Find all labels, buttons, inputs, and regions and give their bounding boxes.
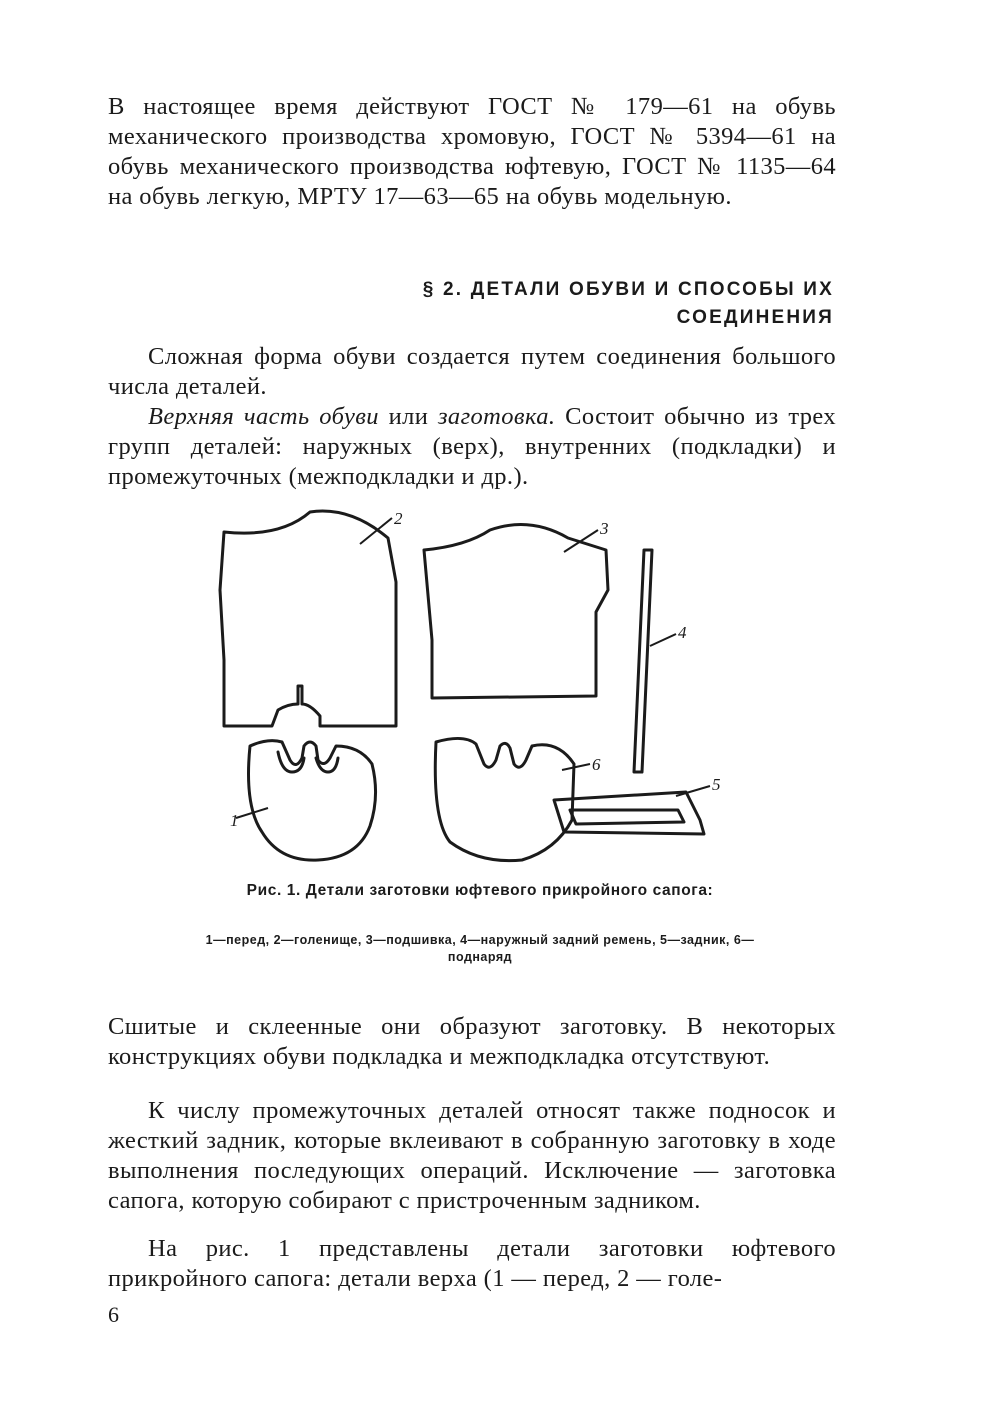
- term-upper-part: Верхняя часть обуви: [148, 403, 379, 430]
- boot-parts-drawing: [210, 509, 750, 870]
- section-heading-line-2: СОЕДИНЕНИЯ: [676, 307, 834, 328]
- part-heel-counter-slot: [570, 810, 684, 824]
- leader-line-3: [564, 530, 598, 552]
- figure-label-1: 1: [230, 811, 239, 830]
- part-lining-outline: [424, 525, 608, 698]
- part-bootleg-outline: [220, 511, 396, 726]
- leader-line-6: [562, 764, 590, 770]
- page-number: 6: [108, 1302, 119, 1327]
- paragraph-upper-part: [108, 402, 836, 492]
- figure-caption-legend: 1—перед, 2—голенище, 3—подшивка, 4—наружный задний ремень, 5—задник, 6—поднаряд: [205, 933, 755, 964]
- part-vamp-outline: [249, 741, 376, 860]
- figure-label-3: 3: [600, 519, 609, 538]
- figure-label-6: 6: [592, 755, 601, 774]
- paragraph-intermediate-parts: К числу промежуточных деталей относят также подносок и жесткий задник, которые вклеивают в собранную заготовку в ходе выполнения последующих операций. Исключение — заготовка сапога, которую собирают с пристроченным задником.: [108, 1097, 836, 1214]
- figure-label-4: 4: [678, 623, 687, 642]
- figure-label-5: 5: [712, 775, 721, 794]
- term-blank: заготовка.: [437, 403, 556, 430]
- figure-boot-parts: [210, 509, 750, 870]
- paragraph-standards: В настоящее время действуют ГОСТ № 179—61 на обувь механического производства хромовую, ГОСТ № 5394—61 на обувь механического производства юфтевую, ГОСТ № 1135—64 на обувь легкую, МРТУ 17—63—65 на обувь модельную.: [108, 93, 836, 210]
- figure-caption-title: Рис. 1. Детали заготовки юфтевого прикройного сапога:: [246, 882, 714, 899]
- text-or: или: [378, 403, 438, 430]
- part-heel-counter-outline: [554, 792, 704, 834]
- paragraph-sewn-glued: Сшитые и склеенные они образуют заготовку. В некоторых конструкциях обуви подкладка и межподкладка отсутствуют.: [108, 1013, 836, 1070]
- figure-label-2: 2: [394, 509, 403, 528]
- section-heading: [250, 276, 834, 332]
- part-back-strap-outline: [634, 550, 652, 772]
- paragraph-complex-form: Сложная форма обуви создается путем соединения большого числа деталей.: [108, 343, 836, 400]
- paragraph-figure-reference: На рис. 1 представлены детали заготовки юфтевого прикройного сапога: детали верха (1 — перед, 2 — голе-: [108, 1235, 836, 1292]
- text-groups: Состоит обычно из трех групп деталей: наружных (верх), внутренних (подкладки) и промежуточных (межподкладки и др.).: [108, 403, 836, 490]
- leader-line-4: [650, 634, 676, 646]
- section-heading-line-1: § 2. ДЕТАЛИ ОБУВИ И СПОСОБЫ ИХ: [422, 279, 834, 300]
